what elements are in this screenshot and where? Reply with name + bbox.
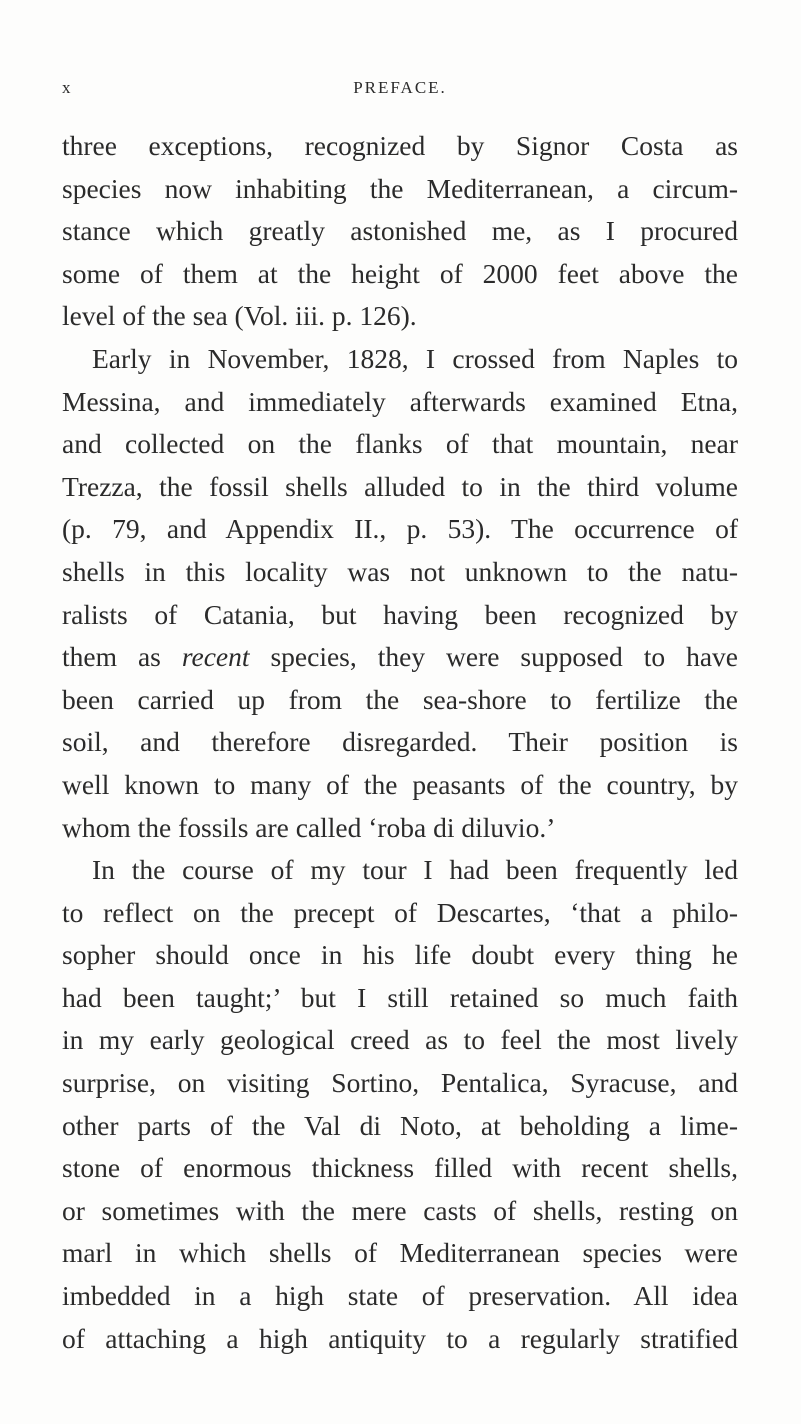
- text-line-paragraph-end: level of the sea (Vol. iii. p. 126).: [62, 300, 417, 332]
- text-line-with-italic: [62, 636, 738, 679]
- text-line: or sometimes with the mere casts of shells, resting on: [62, 1194, 738, 1226]
- text-line-paragraph-start: In the course of my tour I had been frequently led: [92, 854, 738, 886]
- text-segment: them as: [62, 641, 182, 673]
- text-segment: species, they were supposed to have: [249, 641, 738, 673]
- text-line: some of them at the height of 2000 feet above the: [62, 257, 738, 289]
- text-line: well known to many of the peasants of the country, by: [62, 768, 738, 800]
- text-line-paragraph-start: Early in November, 1828, I crossed from Naples to: [92, 342, 738, 374]
- text-line: three exceptions, recognized by Signor Costa as: [62, 130, 738, 161]
- text-line: had been taught;’ but I still retained so much faith: [62, 981, 738, 1013]
- text-line: been carried up from the sea-shore to fertilize the: [62, 683, 738, 715]
- text-line: stance which greatly astonished me, as I procured: [62, 215, 738, 247]
- text-line: (p. 79, and Appendix II., p. 53). The occurrence of: [62, 513, 738, 545]
- text-line: ralists of Catania, but having been recognized by: [62, 598, 738, 630]
- text-line: shells in this locality was not unknown to the natu-: [62, 555, 738, 587]
- text-line: and collected on the flanks of that mountain, near: [62, 428, 738, 460]
- text-line: to reflect on the precept of Descartes, ‘that a philo-: [62, 896, 738, 928]
- text-line: Trezza, the fossil shells alluded to in the third volume: [62, 470, 738, 502]
- text-line-paragraph-end: whom the fossils are called ‘roba di diluvio.’: [62, 811, 556, 843]
- text-line: marl in which shells of Mediterranean species were: [62, 1237, 738, 1269]
- page-number: x: [62, 78, 72, 97]
- text-line: species now inhabiting the Mediterranean, a circum-: [62, 172, 738, 204]
- running-head: PREFACE.: [353, 78, 447, 97]
- italic-word: recent: [181, 641, 250, 673]
- text-line: soil, and therefore disregarded. Their position is: [62, 726, 738, 758]
- text-line: imbedded in a high state of preservation. All idea: [62, 1280, 738, 1312]
- text-line: Messina, and immediately afterwards examined Etna,: [62, 385, 738, 417]
- text-line: stone of enormous thickness filled with recent shells,: [62, 1152, 738, 1184]
- page-header: [62, 78, 738, 104]
- text-line: surprise, on visiting Sortino, Pentalica, Syracuse, and: [62, 1067, 738, 1099]
- text-line: of attaching a high antiquity to a regularly stratified: [62, 1322, 738, 1354]
- body-text: [62, 125, 738, 1360]
- text-line: in my early geological creed as to feel the most lively: [62, 1024, 738, 1056]
- text-line: sopher should once in his life doubt every thing he: [62, 939, 738, 971]
- text-line: other parts of the Val di Noto, at beholding a lime-: [62, 1109, 738, 1141]
